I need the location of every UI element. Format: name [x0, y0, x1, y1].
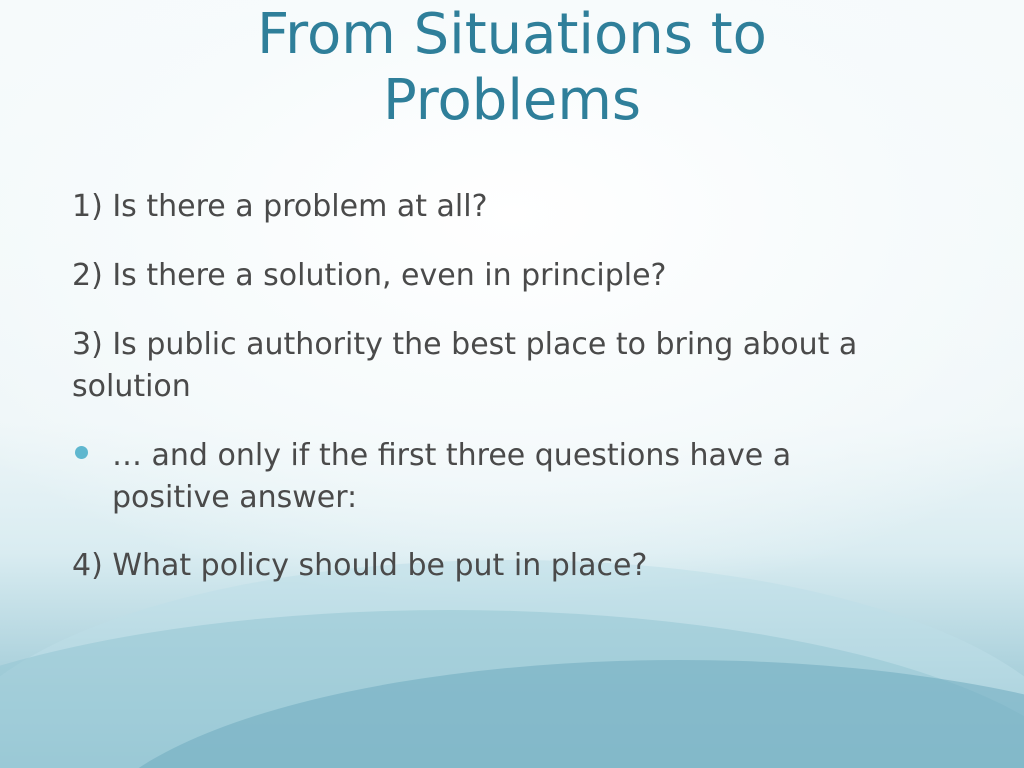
slide-title-line: Problems	[382, 68, 642, 133]
question-text: 1) Is there a problem at all?	[72, 189, 488, 224]
slide-title-line: From Situations to	[257, 2, 767, 67]
question-text: 2) Is there a solution, even in principle?	[72, 258, 667, 293]
bullet-text-line: … and only if the first three questions have a	[112, 438, 792, 473]
question-text: solution	[72, 369, 191, 404]
question-1	[72, 186, 972, 228]
bullet-dot-icon	[75, 446, 88, 459]
question-2	[72, 255, 972, 297]
bullet-text-line: positive answer:	[112, 480, 358, 515]
question-4	[72, 545, 972, 587]
question-text: 3) Is public authority the best place to bring about a	[72, 327, 858, 362]
question-text: 4) What policy should be put in place?	[72, 548, 648, 583]
bullet-text	[112, 435, 912, 519]
question-3	[72, 324, 972, 408]
slide-title	[112, 2, 912, 134]
